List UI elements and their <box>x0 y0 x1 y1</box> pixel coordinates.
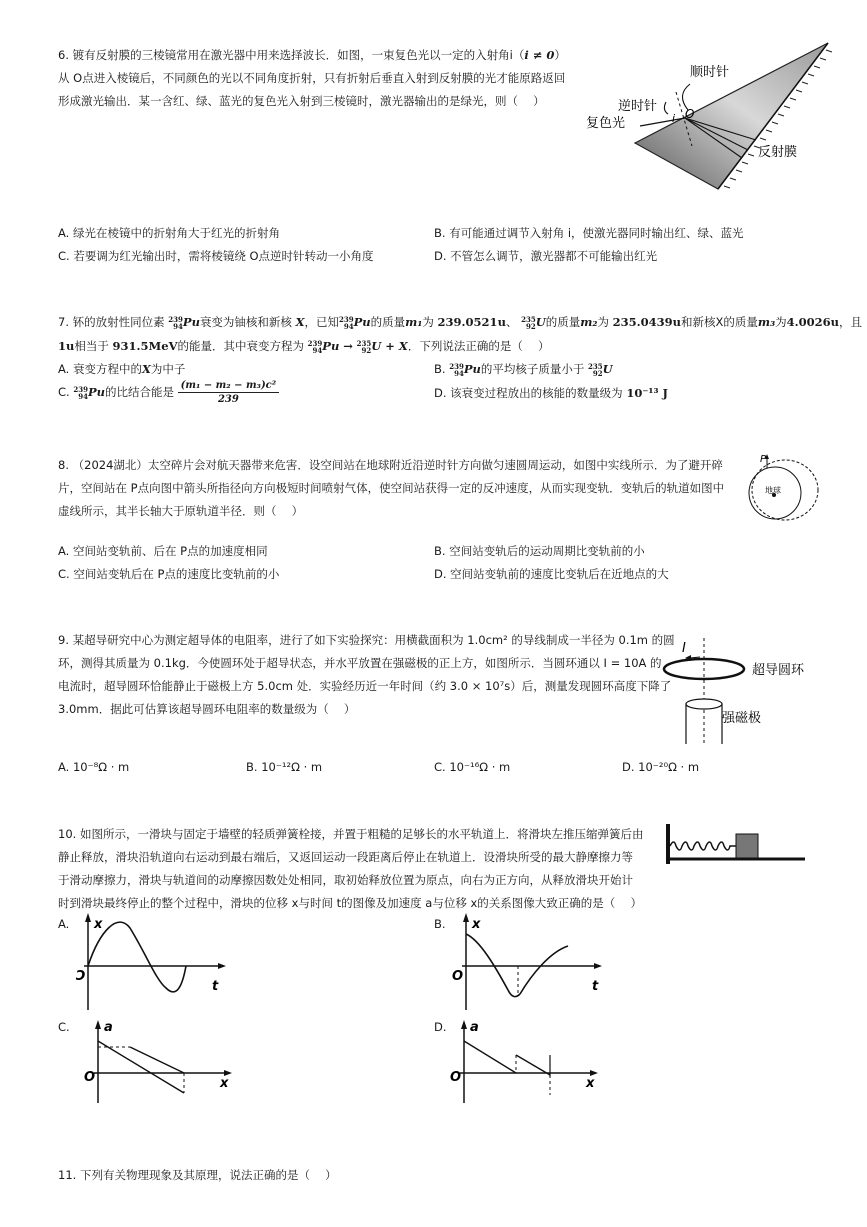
q9-option-a[interactable]: A. 10⁻⁸Ω · m <box>58 760 130 774</box>
svg-text:Ɔ: Ɔ <box>76 969 86 984</box>
q6-option-b[interactable]: B. 有可能通过调节入射角 i，使激光器同时输出红、绿、蓝光 <box>434 226 744 240</box>
mirror-label: 反射膜 <box>758 145 798 160</box>
q9-stem-line-2: 环，测得其质量为 0.1kg．今使圆环处于超导状态，并水平放置在强磁极的正上方，如图所示．当圆环通以 I = 10A 的 <box>58 656 662 670</box>
magnet-label: 强磁极 <box>722 711 762 726</box>
q10-stem-line-3: 于滑动摩擦力，滑块与轨道间的动摩擦因数处处相同，取初始释放位置为原点，向右为正方向，从释放滑块开始计 <box>58 873 633 887</box>
q6-option-d[interactable]: D. 不管怎么调节，激光器都不可能输出红光 <box>434 249 658 263</box>
spring-block-figure <box>660 822 810 872</box>
q9-option-d[interactable]: D. 10⁻²⁰Ω · m <box>622 760 700 774</box>
superconducting-ring-figure <box>660 638 820 748</box>
binding-energy-fraction: $\frac{\text{(m₁ − m₂ − m₃)c²}}{239}$ <box>178 379 280 406</box>
q7-stem-line-2: 1u相当于 931.5MeV的能量．其中衰变方程为 239 94Pu → 235 92U + X．下列说法正确的是（ ） <box>58 338 550 355</box>
q6-option-a[interactable]: A. 绿光在棱镜中的折射角大于红光的折射角 <box>58 226 280 240</box>
svg-text:O: O <box>452 969 464 984</box>
q9-stem-line-1: 9. 某超导研究中心为测定超导体的电阻率，进行了如下实验探究：用横截面积为 1.0cm² 的导线制成一半径为 0.1m 的圆 <box>58 633 675 647</box>
svg-text:x: x <box>220 1076 229 1091</box>
svg-text:t: t <box>592 979 599 994</box>
q10-option-c-label[interactable]: C. <box>58 1020 70 1034</box>
svg-text:a: a <box>104 1020 113 1035</box>
q7-option-c[interactable]: C. 239 94Pu的比结合能是 $\frac{\text{(m₁ − m₂ − m₃)c²}}{239}$ <box>58 379 279 406</box>
q10-graph-b[interactable] <box>450 910 610 1010</box>
q8-option-c[interactable]: C. 空间站变轨后在 P点的速度比变轨前的小 <box>58 567 280 581</box>
prism-body <box>635 43 828 189</box>
q6-option-c[interactable]: C. 若要调为红光输出时，需将棱镜绕 O点逆时针转动一小角度 <box>58 249 374 263</box>
q8-stem-line-1: 8. （2024湖北）太空碎片会对航天器带来危害．设空间站在地球附近沿逆时针方向做匀速圆周运动，如图中实线所示．为了避开碎 <box>58 458 723 472</box>
q7-option-d[interactable]: D. 该衰变过程放出的核能的数量级为 10⁻¹³ J <box>434 386 668 400</box>
q10-option-d-label[interactable]: D. <box>434 1020 447 1034</box>
svg-text:a: a <box>470 1020 479 1035</box>
q10-stem-line-4: 时到滑块最终停止的整个过程中，滑块的位移 x与时间 t的图像及加速度 a与位移 x的关系图像大致正确的是（ ） <box>58 896 642 910</box>
q7-option-a[interactable]: A. 衰变方程中的X为中子 <box>58 362 186 376</box>
light-label: 复色光 <box>586 116 626 131</box>
q10-option-a-label[interactable]: A. <box>58 917 70 931</box>
q6-stem-line-2: 从 O点进入棱镜后，不同颜色的光以不同角度折射，只有折射后垂直入射到反射膜的光才能原路返回 <box>58 71 566 85</box>
earth-label: 地球 <box>765 486 781 495</box>
q7-stem-line-1: 7. 钚的放射性同位素 239 94Pu衰变为铀核和新核 X，已知239 94Pu的质量m₁为 239.0521u、 235 92U的质量m₂为 235.0439u和新核X的质量m₃为4.0026u，且 <box>58 314 862 331</box>
q8-stem-line-3: 虚线所示，其半长轴大于原轨道半径．则（ ） <box>58 504 304 518</box>
q8-option-d[interactable]: D. 空间站变轨前的速度比变轨后在近地点的大 <box>434 567 669 581</box>
counterclockwise-arrow <box>664 102 668 114</box>
q9-stem-line-4: 3.0mm．据此可估算该超导圆环电阻率的数量级为（ ） <box>58 702 356 716</box>
current-label: I <box>682 641 686 656</box>
q9-option-b[interactable]: B. 10⁻¹²Ω · m <box>246 760 323 774</box>
svg-text:x: x <box>94 917 103 932</box>
q9-stem-line-3: 电流时，超导圆环恰能静止于磁极上方 5.0cm 处．实验经历近一年时间（约 3.0 × 10⁷s）后，测量发现圆环高度下降了 <box>58 679 672 693</box>
angle-i-label: i <box>672 112 676 125</box>
svg-text:x: x <box>472 917 481 932</box>
point-p-label: P <box>760 454 767 465</box>
svg-text:O: O <box>84 1070 96 1085</box>
clockwise-label: 顺时针 <box>690 65 730 80</box>
point-o-label: O <box>685 107 695 121</box>
q8-option-a[interactable]: A. 空间站变轨前、后在 P点的加速度相同 <box>58 544 268 558</box>
counterclockwise-label: 逆时针 <box>618 99 658 114</box>
q7-option-b[interactable]: B. 239 94Pu的平均核子质量小于 235 92U <box>434 361 613 378</box>
svg-text:x: x <box>586 1076 595 1091</box>
q10-stem-line-2: 静止释放，滑块沿轨道向右运动到最右端后，又返回运动一段距离后停止在轨道上．设滑块所受的最大静摩擦力等 <box>58 850 633 864</box>
orbit-figure <box>740 450 820 530</box>
q8-stem-line-2: 片，空间站在 P点向图中箭头所指径向方向极短时间喷射气体，使空间站获得一定的反冲速度，从而实现变轨．变轨后的轨道如图中 <box>58 481 725 495</box>
svg-text:O: O <box>450 1070 462 1085</box>
q9-option-c[interactable]: C. 10⁻¹⁶Ω · m <box>434 760 511 774</box>
q6-stem-line-1: 6. 镀有反射膜的三棱镜常用在激光器中用来选择波长．如图，一束复色光以一定的入射角i（i ≠ 0） <box>58 48 566 62</box>
q10-graph-a[interactable] <box>74 910 234 1010</box>
prism-figure <box>580 40 850 200</box>
spring <box>670 842 736 850</box>
q10-stem-line-1: 10. 如图所示，一滑块与固定于墙壁的轻质弹簧栓接，并置于粗糙的足够长的水平轨道上．将滑块左推压缩弹簧后由 <box>58 827 644 841</box>
q10-graph-c[interactable] <box>80 1015 240 1105</box>
q6-stem-line-3: 形成激光输出．某一含红、绿、蓝光的复色光入射到三棱镜时，激光器输出的是绿光，则（ ） <box>58 94 545 108</box>
x-t-curve <box>88 922 186 992</box>
block <box>736 834 758 858</box>
q10-option-b-label[interactable]: B. <box>434 917 446 931</box>
ring-label: 超导圆环 <box>752 663 805 678</box>
q11-stem-line-1: 11. 下列有关物理现象及其原理，说法正确的是（ ） <box>58 1168 337 1182</box>
q10-graph-d[interactable] <box>446 1015 606 1105</box>
svg-text:t: t <box>212 979 219 994</box>
q8-option-b[interactable]: B. 空间站变轨后的运动周期比变轨前的小 <box>434 544 645 558</box>
